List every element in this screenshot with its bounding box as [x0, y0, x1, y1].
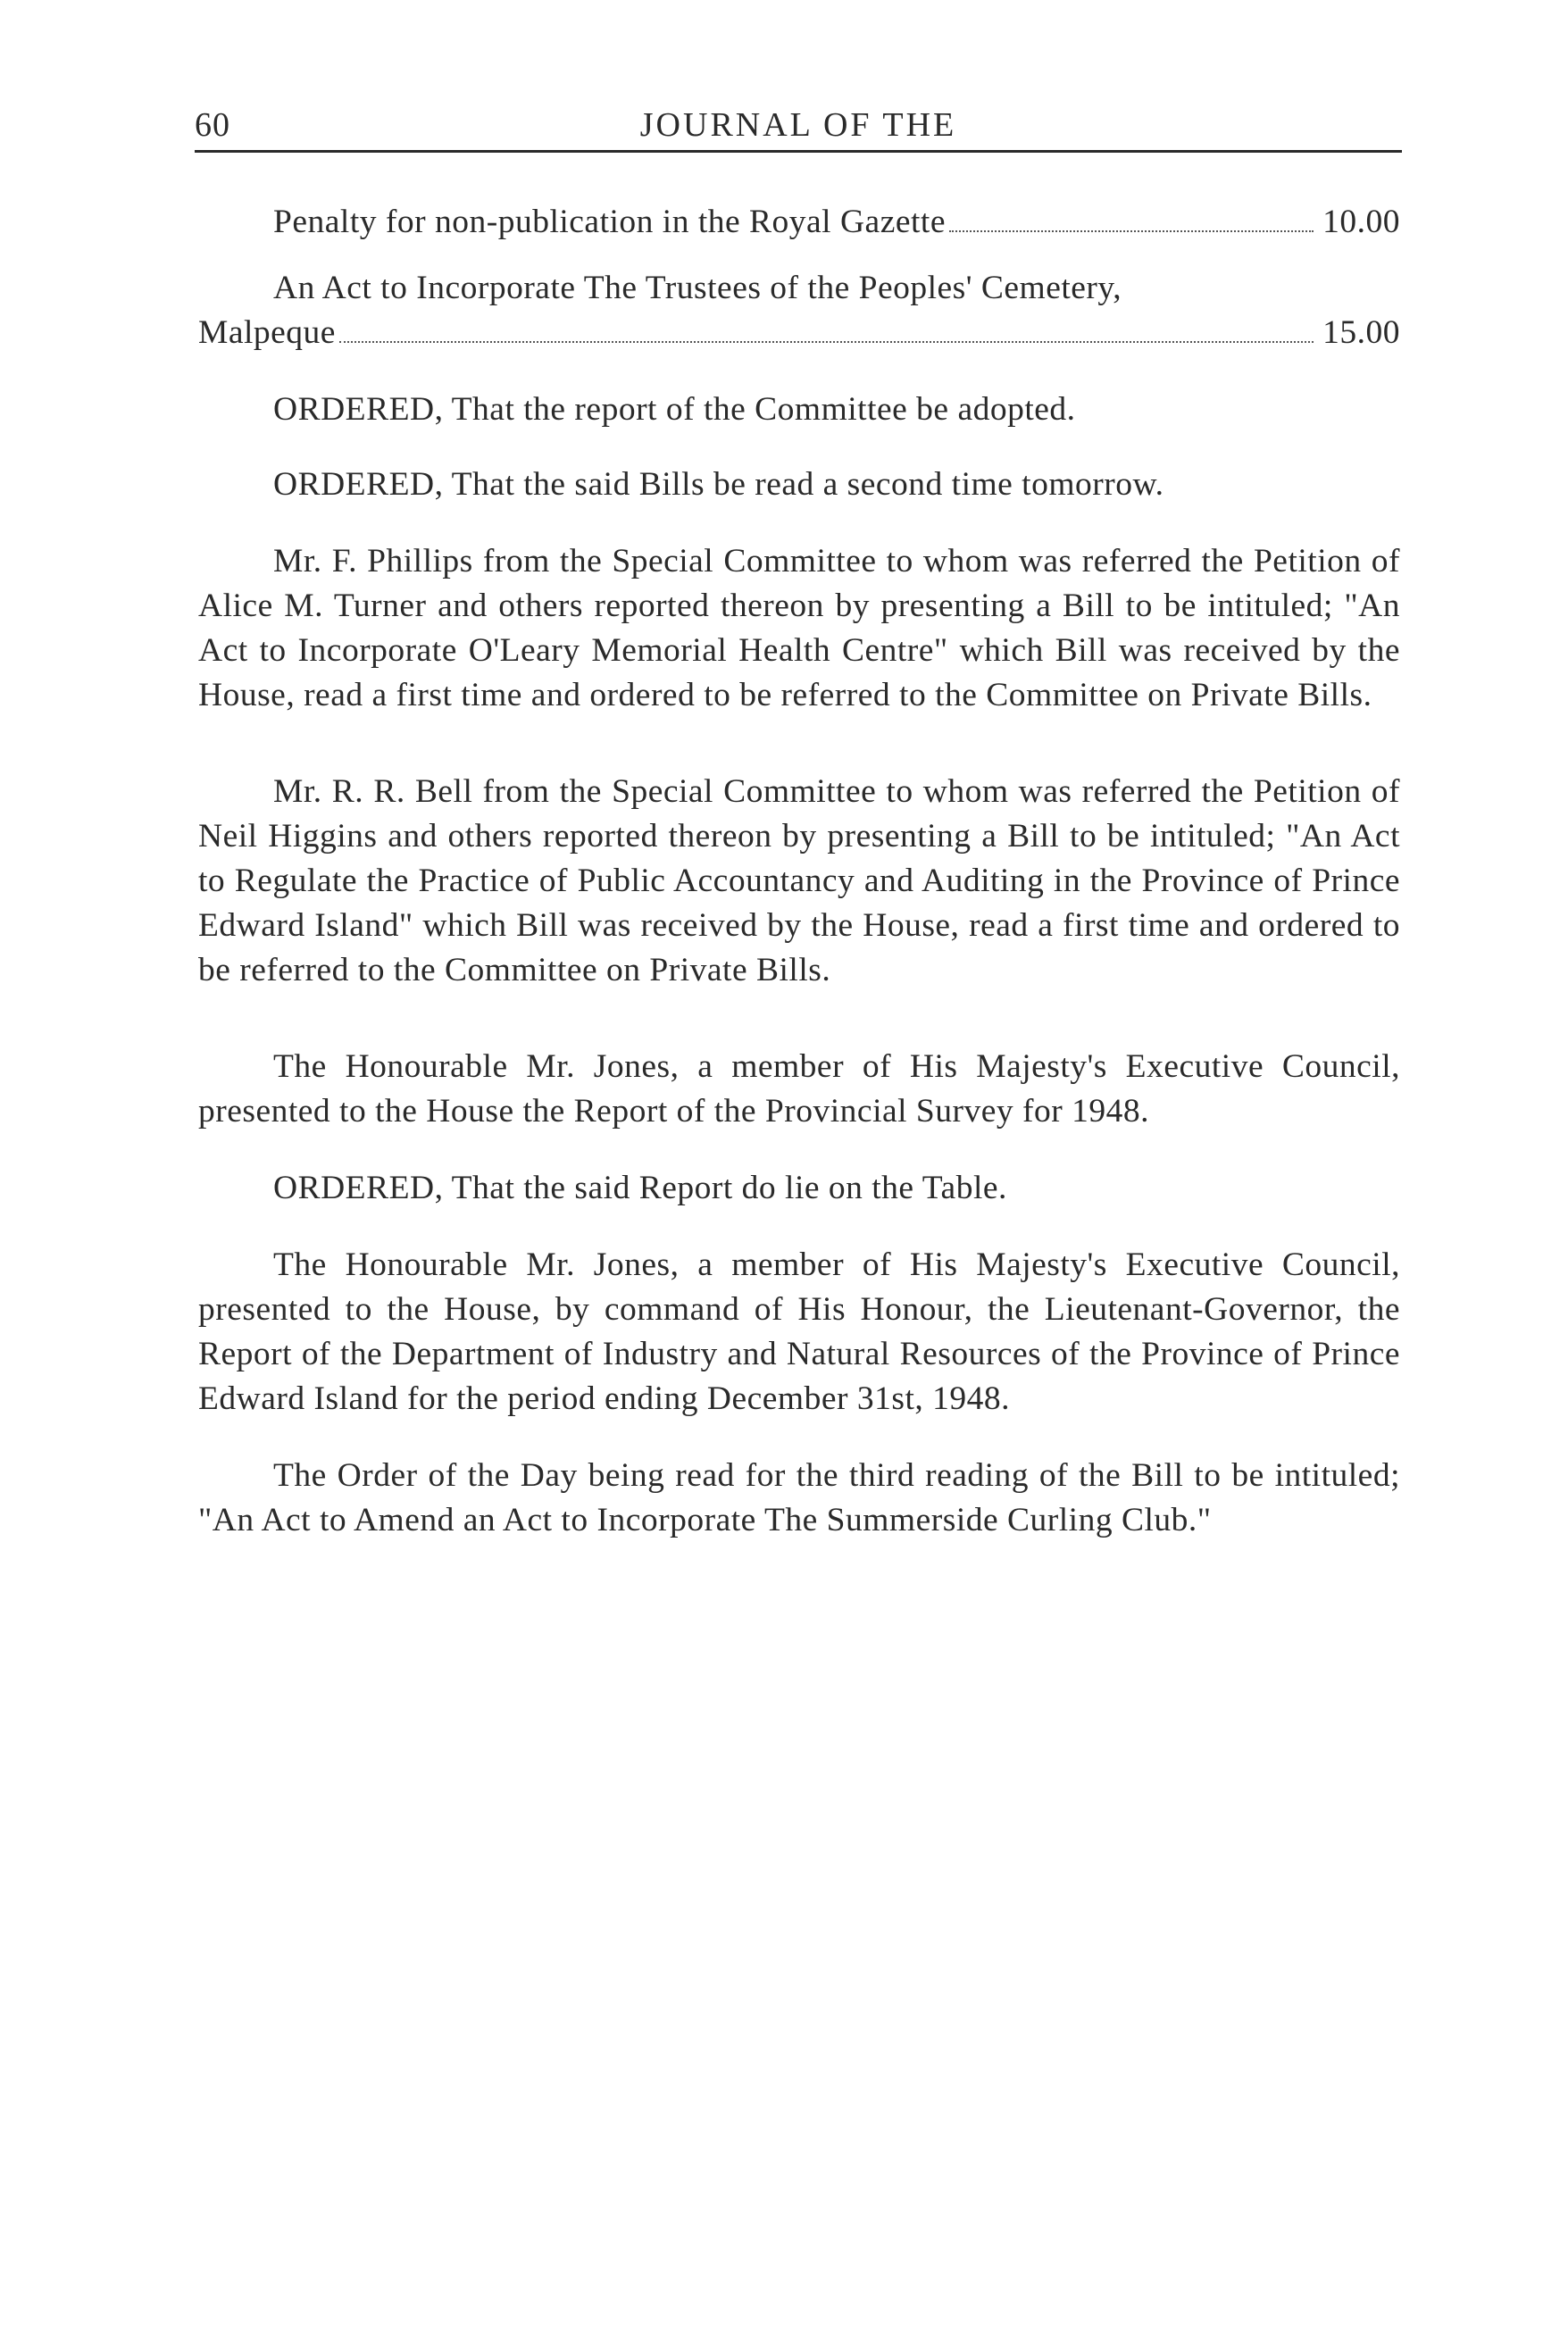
paragraph-bell-report: Mr. R. R. Bell from the Special Committee to whom was referred the Petition of Neil Higgins and others reported thereon by presenting a Bill to be intituled; "An Act to Regulate the Practice of Public Accountancy and Auditing in the Province of Prince Edward Island" which Bill was received by the House, read a first time and ordered to be referred to the Committee on Private Bills. [198, 773, 1400, 988]
dot-leader [949, 230, 1314, 232]
order-adopt-report: ORDERED, That the report of the Committee be adopted. [273, 391, 1076, 428]
fee-amount: 10.00 [1322, 204, 1400, 240]
paragraph-third-reading: The Order of the Day being read for the third reading of the Bill to be intituled; "An Act to Amend an Act to Incorporate The Summerside Curling Club." [198, 1457, 1400, 1538]
header-rule [195, 150, 1402, 153]
paragraph-provincial-survey: The Honourable Mr. Jones, a member of His Majesty's Executive Council, presented to the House the Report of the Provincial Survey for 1948. [198, 1048, 1400, 1130]
fee-entry-label: Penalty for non-publication in the Royal Gazette [273, 204, 946, 240]
dot-leader [339, 341, 1314, 343]
fee-entry-label: An Act to Incorporate The Trustees of the Peoples' Cemetery, [273, 270, 1122, 306]
fee-entry-cemetery [198, 266, 1400, 311]
paragraph-phillips-report: Mr. F. Phillips from the Special Committee to whom was referred the Petition of Alice M. Turner and others reported thereon by presenting a Bill to be intituled; "An Act to Incorporate O'Leary Memorial Health Centre" which Bill was received by the House, read a first time and ordered to be referred to the Committee on Private Bills. [198, 543, 1400, 713]
fee-entry-label-continued: Malpeque [198, 314, 336, 351]
journal-body [198, 195, 1400, 1543]
paragraph-industry-report: The Honourable Mr. Jones, a member of His Majesty's Executive Council, presented to the House, by command of His Honour, the Lieutenant-Governor, the Report of the Department of Industry and Natural Resources of the Province of Prince Edward Island for the period ending December 31st, 1948. [198, 1246, 1400, 1417]
fee-entry-penalty [198, 200, 1400, 245]
order-second-reading: ORDERED, That the said Bills be read a second time tomorrow. [273, 466, 1164, 503]
fee-entry-cemetery-tail [198, 311, 1400, 355]
fee-amount: 15.00 [1322, 314, 1400, 351]
page-number: 60 [195, 106, 230, 144]
order-report-on-table: ORDERED, That the said Report do lie on the Table. [273, 1170, 1007, 1206]
journal-title: JOURNAL OF THE [639, 106, 957, 144]
